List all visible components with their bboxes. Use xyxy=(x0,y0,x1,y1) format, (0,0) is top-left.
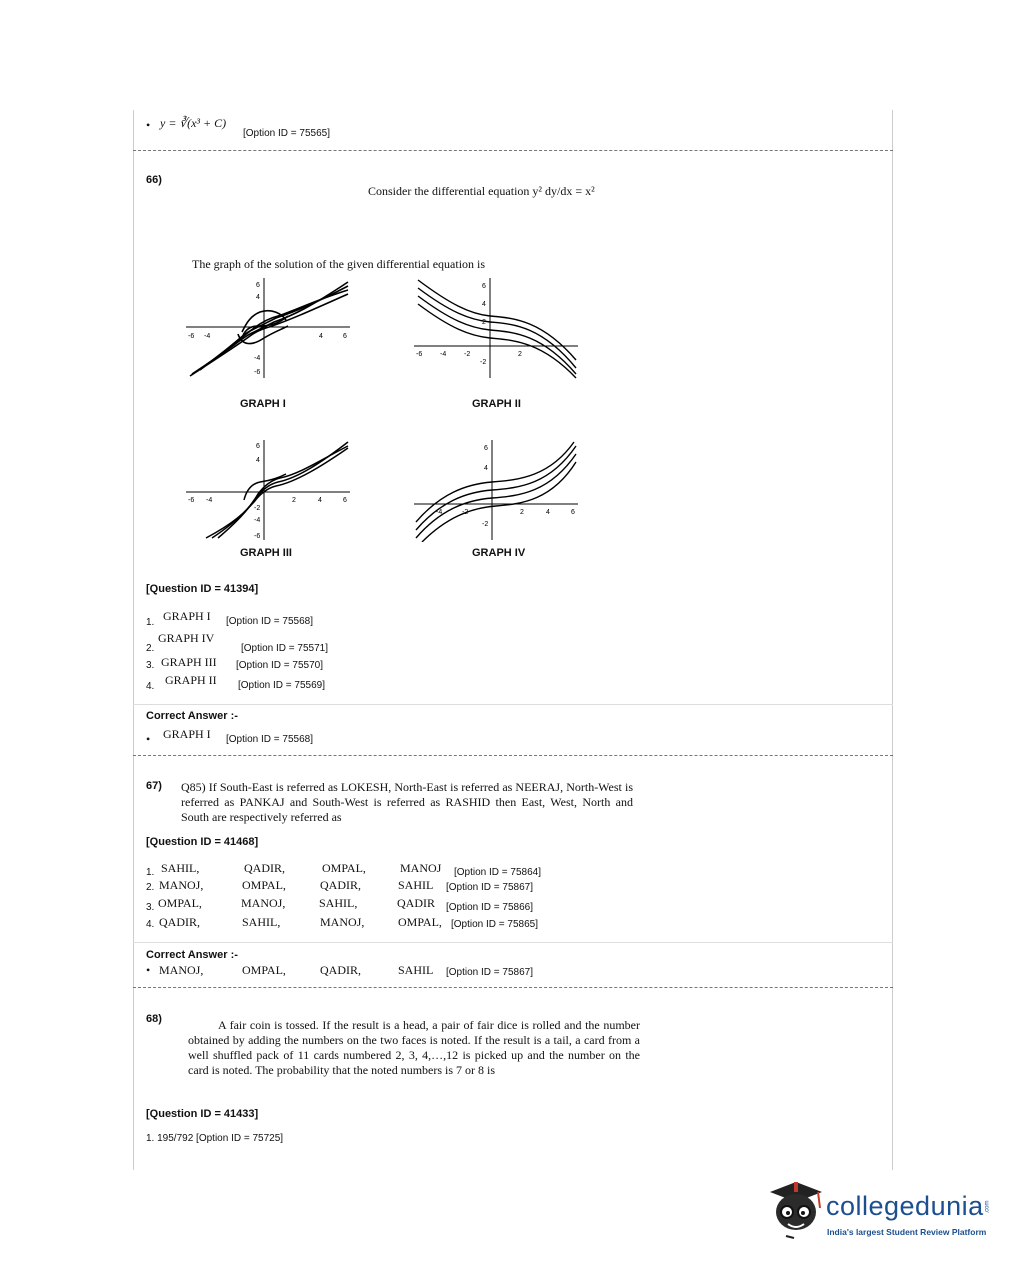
option-4-c4: OMPAL, xyxy=(398,915,442,929)
svg-text:-2: -2 xyxy=(254,505,261,512)
option-4-c1[interactable]: QADIR, xyxy=(159,915,200,929)
question-number: 66) xyxy=(146,174,162,186)
svg-text:2: 2 xyxy=(518,351,522,358)
option-3-c1[interactable]: OMPAL, xyxy=(158,896,202,910)
question-number: 68) xyxy=(146,1013,162,1025)
mascot-logo-icon xyxy=(766,1178,826,1240)
option-1-c1[interactable]: SAHIL, xyxy=(161,861,200,875)
svg-text:2: 2 xyxy=(292,497,296,504)
svg-text:-2: -2 xyxy=(480,359,487,366)
svg-text:6: 6 xyxy=(256,282,260,289)
correct-answer-id: [Option ID = 75867] xyxy=(446,967,534,978)
option-1-c4: MANOJ xyxy=(400,861,442,875)
prev-formula: y = ∛(x³ + C) xyxy=(160,116,227,130)
graph-prompt: The graph of the solution of the given differential equation is xyxy=(192,257,486,271)
graph-2-figure xyxy=(410,276,582,380)
option-4-number: 4. xyxy=(146,919,155,930)
correct-c4: SAHIL xyxy=(398,963,434,977)
option-4-text[interactable]: GRAPH II xyxy=(165,673,217,687)
svg-text:4: 4 xyxy=(256,457,260,464)
option-3-id: [Option ID = 75570] xyxy=(236,660,324,671)
option-1-c2: QADIR, xyxy=(244,861,285,875)
svg-text:-4: -4 xyxy=(206,497,213,504)
svg-text:-2: -2 xyxy=(482,521,489,528)
svg-text:4: 4 xyxy=(484,465,488,472)
divider xyxy=(133,704,893,705)
correct-answer-label: Correct Answer :- xyxy=(146,949,238,961)
svg-text:2: 2 xyxy=(520,509,524,516)
correct-bullet: • xyxy=(146,732,151,746)
correct-c2: OMPAL, xyxy=(242,963,286,977)
svg-text:4: 4 xyxy=(546,509,550,516)
option-4-c3: MANOJ, xyxy=(320,915,365,929)
option-3-c4: QADIR xyxy=(397,896,435,910)
svg-text:-2: -2 xyxy=(464,351,471,358)
graph-1-label: GRAPH I xyxy=(240,398,286,410)
svg-text:-6: -6 xyxy=(254,533,261,540)
svg-text:-4: -4 xyxy=(204,333,211,340)
svg-text:-4: -4 xyxy=(254,355,261,362)
option-1-number: 1. xyxy=(146,617,155,628)
option-1[interactable]: 1. 195/792 [Option ID = 75725] xyxy=(146,1133,284,1144)
divider xyxy=(133,987,893,988)
option-3-c2: MANOJ, xyxy=(241,896,286,910)
svg-text:-6: -6 xyxy=(188,497,195,504)
question-intro: Consider the differential equation y² dy/dx = x² xyxy=(368,184,595,198)
option-3-text[interactable]: GRAPH III xyxy=(161,655,217,669)
svg-text:-2: -2 xyxy=(462,509,469,516)
svg-text:6: 6 xyxy=(343,333,347,340)
question-id: [Question ID = 41468] xyxy=(146,836,259,848)
question-text: A fair coin is tossed. If the result is a head, a pair of fair dice is rolled and the number obtained by adding the numbers on the two faces is noted. If the result is a tail, a card from a well shuffled pack of 11 cards numbered 2, 3, 4,…,12 is picked up and the number on the card is noted. The probability that the noted numbers is 7 or 8 is xyxy=(188,1018,640,1077)
option-1-text[interactable]: GRAPH I xyxy=(163,609,211,623)
option-4-id: [Option ID = 75569] xyxy=(238,680,326,691)
prev-bullet: • xyxy=(146,118,151,132)
question-id: [Question ID = 41433] xyxy=(146,1108,259,1120)
svg-text:6: 6 xyxy=(343,497,347,504)
graph-4-figure xyxy=(410,438,582,542)
option-3-number: 3. xyxy=(146,660,155,671)
svg-text:4: 4 xyxy=(318,497,322,504)
divider xyxy=(133,755,893,756)
option-3-number: 3. xyxy=(146,902,155,913)
option-2-number: 2. xyxy=(146,882,155,893)
correct-c3: QADIR, xyxy=(320,963,361,977)
option-3-c3: SAHIL, xyxy=(319,896,358,910)
svg-text:-4: -4 xyxy=(436,509,443,516)
brand-suffix: .com xyxy=(984,1200,991,1214)
correct-answer-text: GRAPH I xyxy=(163,727,211,741)
svg-text:4: 4 xyxy=(319,333,323,340)
option-2-c4: SAHIL xyxy=(398,878,434,892)
option-1-c3: OMPAL, xyxy=(322,861,366,875)
option-2-c1[interactable]: MANOJ, xyxy=(159,878,204,892)
graph-1-figure xyxy=(182,276,354,380)
graph-3-figure xyxy=(182,438,354,542)
option-4-id: [Option ID = 75865] xyxy=(451,919,539,930)
svg-text:-6: -6 xyxy=(188,333,195,340)
graph-4-label: GRAPH IV xyxy=(472,547,526,559)
option-2-text[interactable]: GRAPH IV xyxy=(158,631,215,645)
svg-text:-4: -4 xyxy=(254,517,261,524)
svg-text:6: 6 xyxy=(482,283,486,290)
question-id: [Question ID = 41394] xyxy=(146,583,259,595)
svg-text:4: 4 xyxy=(482,301,486,308)
svg-text:6: 6 xyxy=(256,443,260,450)
svg-text:-6: -6 xyxy=(254,369,261,376)
correct-answer-id: [Option ID = 75568] xyxy=(226,734,314,745)
option-1-id: [Option ID = 75864] xyxy=(454,867,542,878)
divider xyxy=(133,150,893,151)
option-2-id: [Option ID = 75571] xyxy=(241,643,329,654)
correct-answer-label: Correct Answer :- xyxy=(146,710,238,722)
option-4-c2: SAHIL, xyxy=(242,915,281,929)
svg-text:6: 6 xyxy=(571,509,575,516)
question-text: Q85) If South-East is referred as LOKESH, North-East is referred as NEERAJ, North-West is referred as PANKAJ and South-West is referred as RASHID then East, West, North and South are respectively referred as xyxy=(181,780,633,824)
option-2-c2: OMPAL, xyxy=(242,878,286,892)
svg-text:-4: -4 xyxy=(440,351,447,358)
graph-3-label: GRAPH III xyxy=(240,547,292,559)
correct-c1: MANOJ, xyxy=(159,963,204,977)
option-2-c3: QADIR, xyxy=(320,878,361,892)
option-4-number: 4. xyxy=(146,681,155,692)
option-2-number: 2. xyxy=(146,643,155,654)
divider xyxy=(133,942,893,943)
option-2-id: [Option ID = 75867] xyxy=(446,882,534,893)
svg-text:-6: -6 xyxy=(416,351,423,358)
graph-2-label: GRAPH II xyxy=(472,398,521,410)
svg-text:6: 6 xyxy=(484,445,488,452)
correct-bullet: • xyxy=(146,963,151,977)
svg-text:2: 2 xyxy=(482,319,486,326)
question-number: 67) xyxy=(146,780,162,792)
option-1-id: [Option ID = 75568] xyxy=(226,616,314,627)
svg-text:4: 4 xyxy=(256,294,260,301)
option-3-id: [Option ID = 75866] xyxy=(446,902,534,913)
brand-name: collegedunia xyxy=(826,1191,984,1221)
prev-option-id: [Option ID = 75565] xyxy=(243,128,331,139)
option-1-number: 1. xyxy=(146,867,155,878)
brand-tagline: India's largest Student Review Platform xyxy=(827,1227,987,1237)
